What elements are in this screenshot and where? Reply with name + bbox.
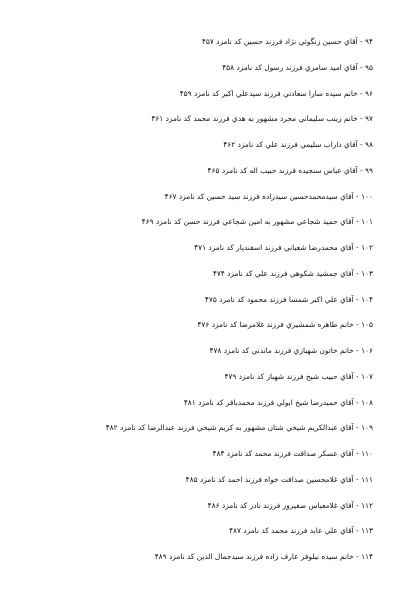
candidate-entry: ۹۵ - آقاي اميد سامري فرزند رسول كد نامزد ۴۵۸ (222, 62, 373, 72)
candidate-entry: ۱۰۲ - آقاي محمدرضا شعباني فرزند اسفنديار كد نامزد ۴۷۱ (194, 243, 373, 252)
candidate-entry: ۱۰۷ - آقاي حبيب شيخ فرزند شهباز كد نامزد ۴۷۹ (224, 371, 373, 381)
candidate-entry: ۱۱۳ - آقاي علي عابد فرزند محمد كد نامزد ۴۸۷ (229, 526, 373, 536)
candidate-entry: ۱۱۲ - آقاي غلامعباس صفيرور فرزند نادر كد نامزد ۴۸۶ (207, 500, 373, 510)
candidate-entry: ۹۷ - خانم زينب سليماني مجرد مشهور به هدي فرزند محمد كد نامزد ۴۶۱ (151, 114, 373, 124)
candidate-entry: ۱۰۹ - آقاي عبدالكريم شيخي شتان مشهور به كريم شيخي فرزند عبدالرضا كد نامزد ۴۸۲ (105, 423, 373, 433)
candidate-entry: ۱۱۰ - آقاي عسكر صداقت فرزند محمد كد نامزد ۴۸۴ (212, 449, 373, 458)
candidate-entry: ۹۶ - خانم سيده سارا سعادتي فرزند سيدعلي اكبر كد نامزد ۴۵۹ (179, 88, 373, 98)
candidate-entry: ۱۰۶ - خانم خاتون شهبازي فرزند ماندني كد نامزد ۴۷۸ (209, 346, 373, 355)
candidate-entry: ۹۴ - آقاي حسين زنگوئي نژاد فرزند حسين كد نامزد ۴۵۷ (201, 37, 373, 46)
candidate-entry: ۱۰۰ - آقاي سيدمحمدحسين سيدزاده فرزند سيد حسين كد نامزد ۴۶۷ (164, 191, 373, 201)
candidate-entry: ۱۰۴ - آقاي علي اكبر شمسا فرزند محمود كد نامزد ۴۷۵ (204, 294, 373, 304)
candidate-entry: ۱۰۳ - آقاي جمشيد شكوهي فرزند علي كد نامزد ۴۷۴ (212, 268, 373, 278)
candidate-entry: ۱۱۴ - خانم سيده نيلوفر عارف زاده فرزند سيدجمال الدين كد نامزد ۴۸۹ (154, 552, 373, 561)
candidate-entry: ۱۱۱ - آقاي غلامحسين صداقت خواه فرزند احمد كد نامزد ۴۸۵ (185, 474, 373, 484)
candidate-entry: ۱۰۸ - آقاي حميدرضا شيخ ابولي فرزند محمدباقر كد نامزد ۴۸۱ (183, 397, 373, 407)
candidate-entry: ۹۹ - آقاي عباس سنجيده فرزند حبيب اله كد نامزد ۴۶۵ (207, 165, 373, 175)
candidate-entry: ۱۰۵ - خانم طاهره شمشيري فرزند غلامرضا كد نامزد ۴۷۶ (197, 320, 373, 330)
candidate-list (13, 29, 373, 570)
candidate-entry: ۱۰۱ - آقاي حميد شجاعي مشهور به امين شجاعي فرزند حسن كد نامزد ۴۶۹ (141, 217, 373, 227)
candidate-entry: ۹۸ - آقاي داراب سليمي فرزند علي كد نامزد ۴۶۲ (223, 140, 373, 149)
